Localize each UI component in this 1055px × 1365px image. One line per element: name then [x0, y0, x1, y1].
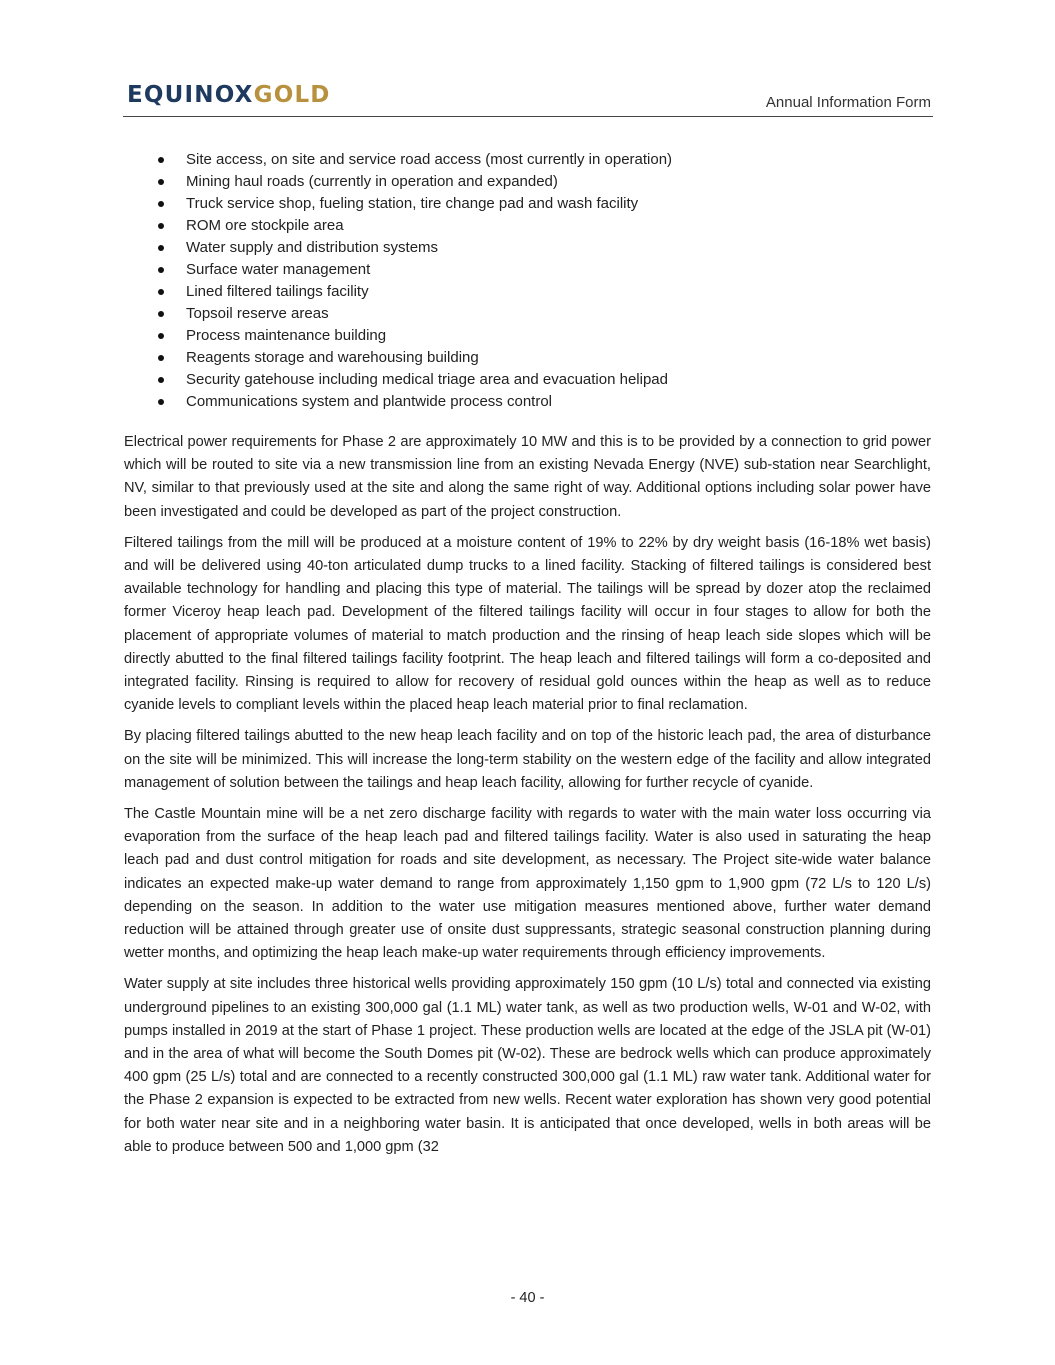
bullet-text: Surface water management	[186, 261, 371, 278]
page-header	[123, 78, 933, 117]
bullet-item	[123, 171, 933, 193]
paragraph-water-balance: The Castle Mountain mine will be a net zero discharge facility with regards to water with the main water loss occurring via evaporation from the surface of the heap leach pad and filtered tailings facility. Water is also used in saturating the heap leach pad and dust control mitigation for roads and site development, as necessary. The Project site-wide water balance indicates an expected make-up water demand to range from approximately 1,150 gpm to 1,900 gpm (72 L/s to 120 L/s) depending on the season. In addition to the water use mitigation measures mentioned above, further water demand reduction will be attained through greater use of onsite dust suppressants, strategic seasonal construction planning during wetter months, and optimizing the heap leach make-up water requirements through efficiency improvements.	[124, 806, 931, 962]
bullet-item	[123, 193, 933, 215]
bullet-item	[123, 281, 933, 303]
bullet-text: ROM ore stockpile area	[186, 217, 344, 234]
bullet-text: Topsoil reserve areas	[186, 305, 329, 322]
bullet-dot-icon	[158, 399, 164, 405]
bullet-item	[123, 237, 933, 259]
bullet-dot-icon	[158, 245, 164, 251]
bullet-dot-icon	[158, 267, 164, 273]
bullet-text: Process maintenance building	[186, 327, 387, 344]
bullet-item	[123, 347, 933, 369]
bullet-dot-icon	[158, 333, 164, 339]
bullet-dot-icon	[158, 311, 164, 317]
bullet-item	[123, 325, 933, 347]
bullet-text: Security gatehouse including medical triage area and evacuation helipad	[186, 371, 668, 388]
bullet-item	[123, 303, 933, 325]
bullet-text: Communications system and plantwide process control	[186, 393, 552, 410]
document-title: Annual Information Form	[765, 94, 931, 111]
paragraph-filtered-tailings: Filtered tailings from the mill will be produced at a moisture content of 19% to 22% by dry weight basis (16-18% wet basis) and will be delivered using 40-ton articulated dump trucks to a lined facility. Stacking of filtered tailings is considered best available technology for handling and placing this type of material. The tailings will be spread by dozer atop the reclaimed former Viceroy heap leach pad. Development of the filtered tailings facility will occur in four stages to allow for both the placement of appropriate volumes of material to match production and the rinsing of heap leach side slopes which will be directly abutted to the final filtered tailings facility footprint. The heap leach and filtered tailings will form a co-deposited and integrated facility. Rinsing is required to allow for recovery of residual gold ounces within the heap as well as to reduce cyanide levels to compliant levels within the placed heap leach material prior to final reclamation.	[124, 534, 931, 714]
bullet-dot-icon	[158, 179, 164, 185]
bullet-dot-icon	[158, 355, 164, 361]
bullet-text: Truck service shop, fueling station, tire change pad and wash facility	[186, 195, 639, 212]
page-number: - 40 -	[510, 1290, 545, 1306]
bullet-dot-icon	[158, 223, 164, 229]
bullet-item	[123, 215, 933, 237]
bullet-text: Lined filtered tailings facility	[186, 283, 369, 300]
bullet-text: Site access, on site and service road access (most currently in operation)	[186, 151, 673, 168]
bullet-item	[123, 369, 933, 391]
bullet-text: Reagents storage and warehousing building	[186, 349, 479, 366]
equinox-gold-logo	[127, 82, 331, 108]
bullet-text: Mining haul roads (currently in operation and expanded)	[186, 173, 558, 190]
paragraph-disturbance-area: By placing filtered tailings abutted to the new heap leach facility and on top of the historic leach pad, the area of disturbance on the site will be minimized. This will increase the long-term stability on the western edge of the facility and allow integrated management of solution between the tailings and heap leach facility, allowing for further recycle of cyanide.	[124, 728, 931, 791]
bullet-dot-icon	[158, 289, 164, 295]
bullet-dot-icon	[158, 157, 164, 163]
logo-text-gold: GOLD	[253, 82, 331, 108]
bullet-item	[123, 259, 933, 281]
paragraph-electrical-power: Electrical power requirements for Phase 2 are approximately 10 MW and this is to be provided by a connection to grid power which will be routed to site via a new transmission line from an existing Nevada Energy (NVE) sub-station near Searchlight, NV, similar to that previously used at the site and along the same right of way. Additional options including solar power have been investigated and could be developed as part of the project construction.	[124, 434, 931, 520]
facilities-bullet-list	[123, 149, 933, 413]
body-text	[124, 431, 931, 1167]
bullet-dot-icon	[158, 377, 164, 383]
bullet-item	[123, 149, 933, 171]
bullet-text: Water supply and distribution systems	[186, 239, 439, 256]
logo-text-equinox: EQUINOX	[127, 82, 254, 108]
bullet-dot-icon	[158, 201, 164, 207]
paragraph-water-supply: Water supply at site includes three historical wells providing approximately 150 gpm (10 L/s) total and connected via existing underground pipelines to an existing 300,000 gal (1.1 ML) water tank, as well as two production wells, W-01 and W-02, with pumps installed in 2019 at the start of Phase 1 project. These production wells are located at the edge of the JSLA pit (W-01) and in the area of what will become the South Domes pit (W-02). These are bedrock wells which can produce approximately 400 gpm (25 L/s) total and are connected to a recently constructed 300,000 gal (1.1 ML) raw water tank. Additional water for the Phase 2 expansion is expected to be extracted from new wells. Recent water exploration has shown very good potential for both water near site and in a neighboring water basin. It is anticipated that once developed, wells in both areas will be able to produce between 500 and 1,000 gpm (32	[124, 976, 931, 1155]
bullet-item	[123, 391, 933, 413]
